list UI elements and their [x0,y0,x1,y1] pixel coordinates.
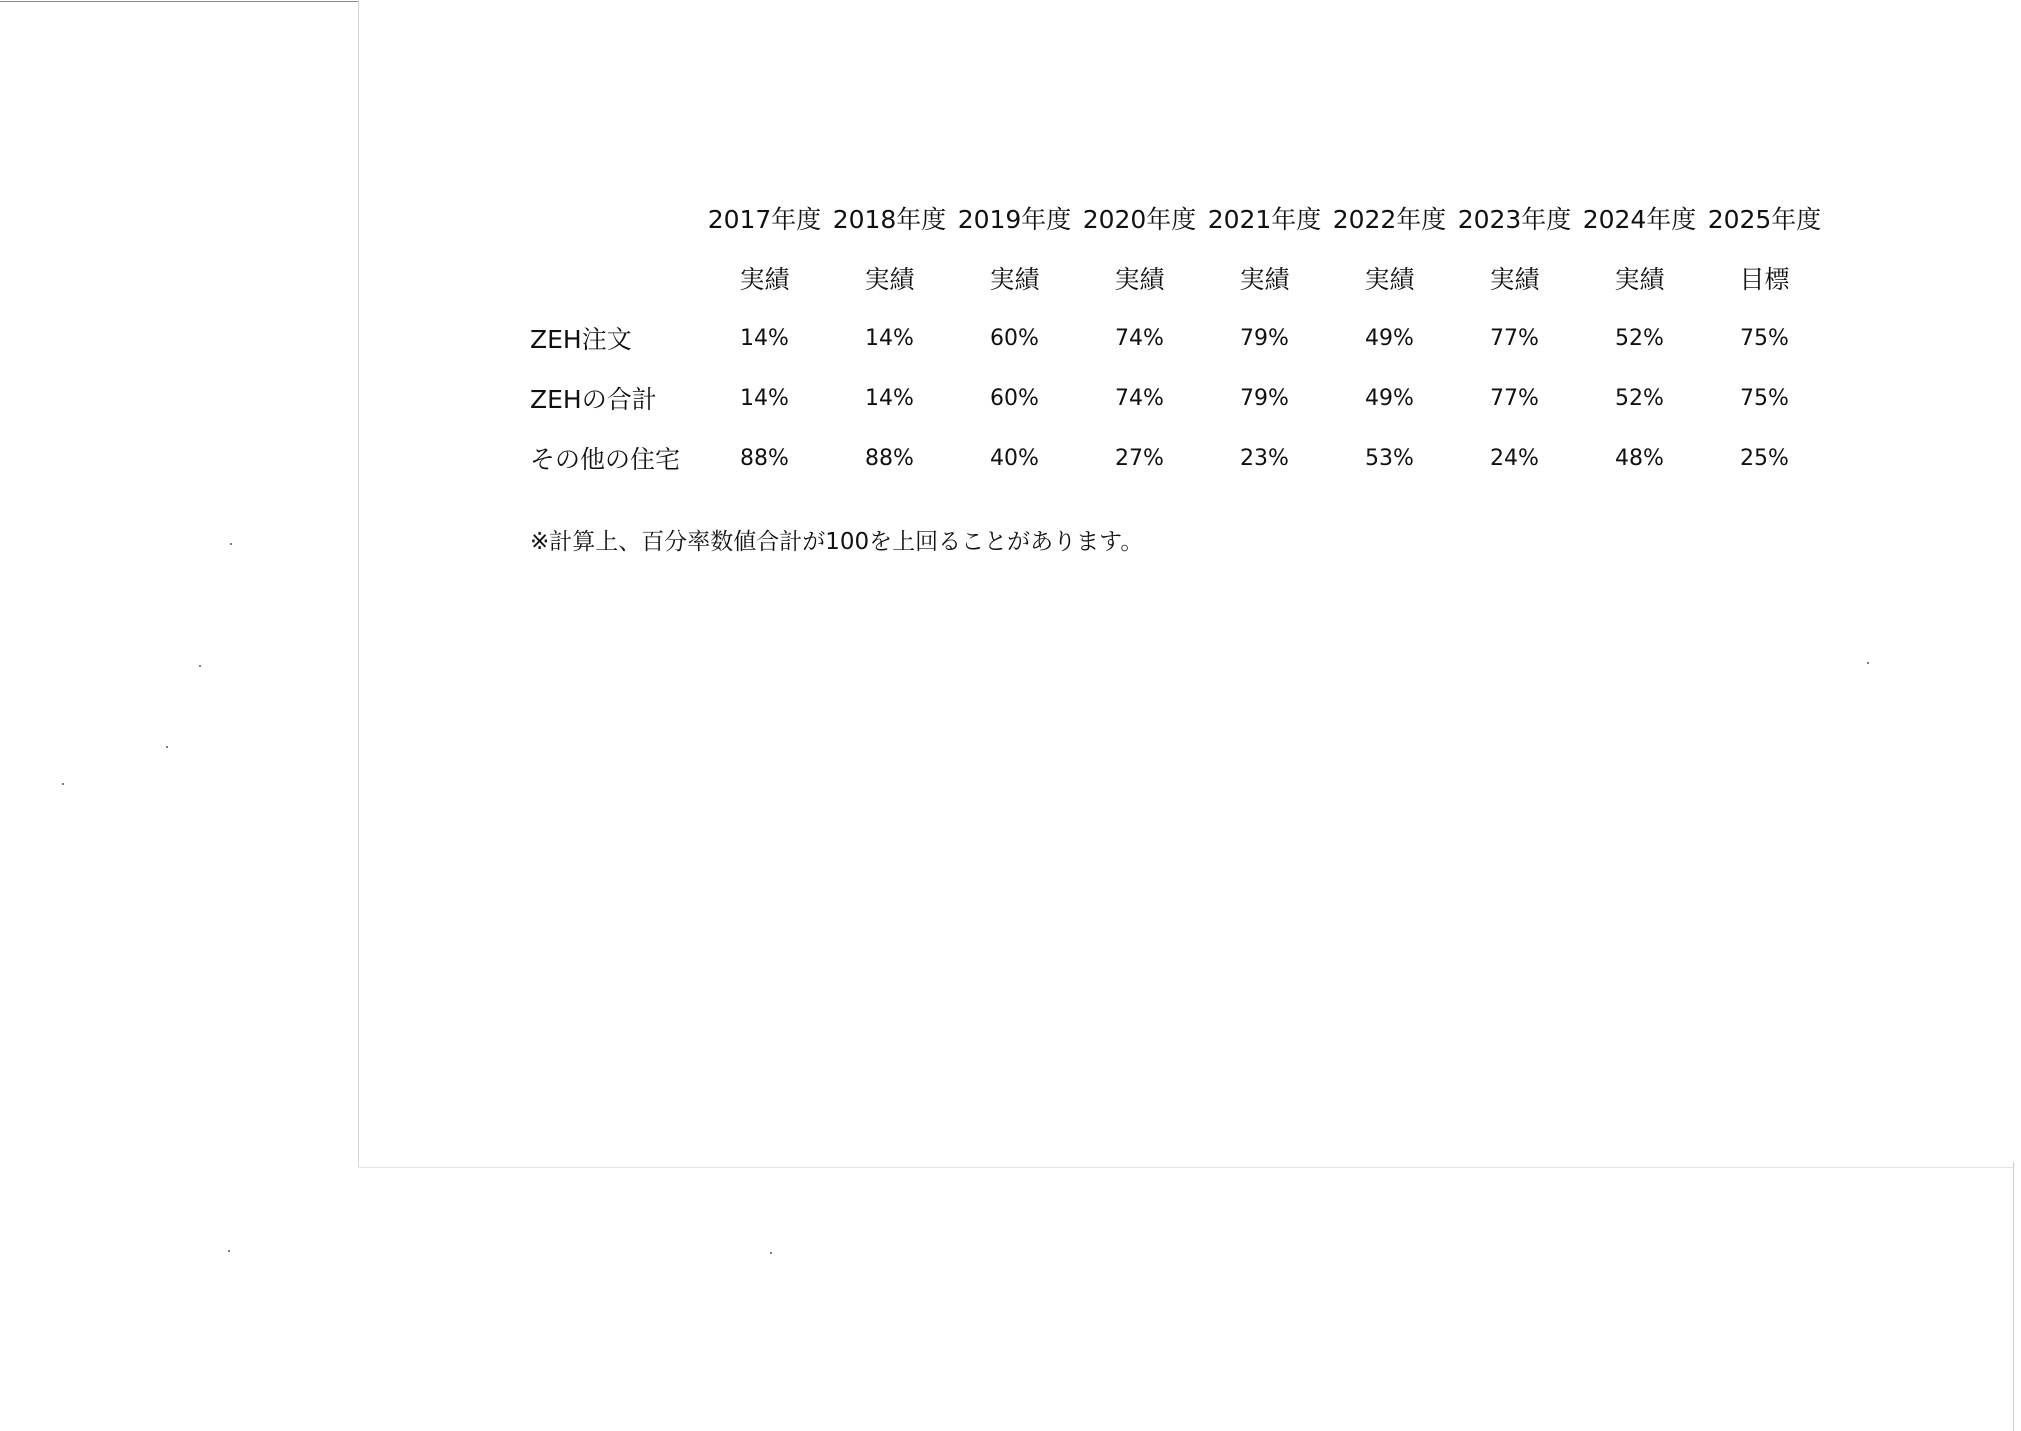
table-cell: 14% [865,325,914,351]
type-header: 実績 [1364,265,1415,294]
table-cell: 53% [1365,445,1414,471]
year-header: 2021年度 [1207,205,1322,234]
year-header: 2019年度 [957,205,1072,234]
table-cell: 74% [1115,385,1164,411]
table-cell: 48% [1615,445,1664,471]
table-row [520,368,1827,428]
scan-speck [228,1250,230,1252]
row-label: その他の住宅 [530,445,681,474]
corner-cell [520,248,702,308]
scan-edge-left [358,0,359,1168]
table-cell: 25% [1740,445,1789,471]
footnote: ※計算上、百分率数値合計が100を上回ることがあります。 [530,529,1144,555]
table-cell: 74% [1115,325,1164,351]
year-header-row [520,188,1827,248]
table-cell: 23% [1240,445,1289,471]
year-header: 2017年度 [707,205,822,234]
table-row [520,308,1827,368]
type-header: 実績 [1489,265,1540,294]
row-label: ZEHの合計 [530,385,657,414]
scan-edge-bottom [358,1167,2013,1168]
type-header-row [520,248,1827,308]
table-cell: 49% [1365,385,1414,411]
year-header: 2025年度 [1707,205,1822,234]
table-cell: 24% [1490,445,1539,471]
scan-edge-top [0,1,358,2]
table-cell: 27% [1115,445,1164,471]
zeh-ratio-table [520,188,1827,488]
table-cell: 49% [1365,325,1414,351]
scan-speck [166,746,168,748]
table-cell: 14% [740,325,789,351]
year-header: 2022年度 [1332,205,1447,234]
table-cell: 75% [1740,325,1789,351]
year-header: 2020年度 [1082,205,1197,234]
scan-speck [62,783,64,785]
type-header: 実績 [1614,265,1665,294]
year-header: 2023年度 [1457,205,1572,234]
type-header: 実績 [1239,265,1290,294]
table-cell: 88% [865,445,914,471]
scan-speck [199,665,201,667]
table-cell: 52% [1615,385,1664,411]
table-cell: 77% [1490,325,1539,351]
table-cell: 88% [740,445,789,471]
table-row [520,428,1827,488]
type-header: 実績 [1114,265,1165,294]
scan-speck [230,543,232,545]
table-cell: 60% [990,385,1039,411]
scan-edge-right [2013,1162,2014,1431]
corner-cell [520,188,702,248]
table-cell: 52% [1615,325,1664,351]
table-cell: 79% [1240,385,1289,411]
year-header: 2018年度 [832,205,947,234]
scan-speck [1867,662,1869,664]
table-cell: 77% [1490,385,1539,411]
type-header: 実績 [989,265,1040,294]
type-header: 目標 [1739,265,1790,294]
table-cell: 75% [1740,385,1789,411]
table-cell: 79% [1240,325,1289,351]
row-label: ZEH注文 [530,325,632,354]
table-cell: 14% [740,385,789,411]
scan-speck [770,1252,772,1254]
type-header: 実績 [864,265,915,294]
type-header: 実績 [739,265,790,294]
table-cell: 14% [865,385,914,411]
table-cell: 40% [990,445,1039,471]
year-header: 2024年度 [1582,205,1697,234]
table-cell: 60% [990,325,1039,351]
